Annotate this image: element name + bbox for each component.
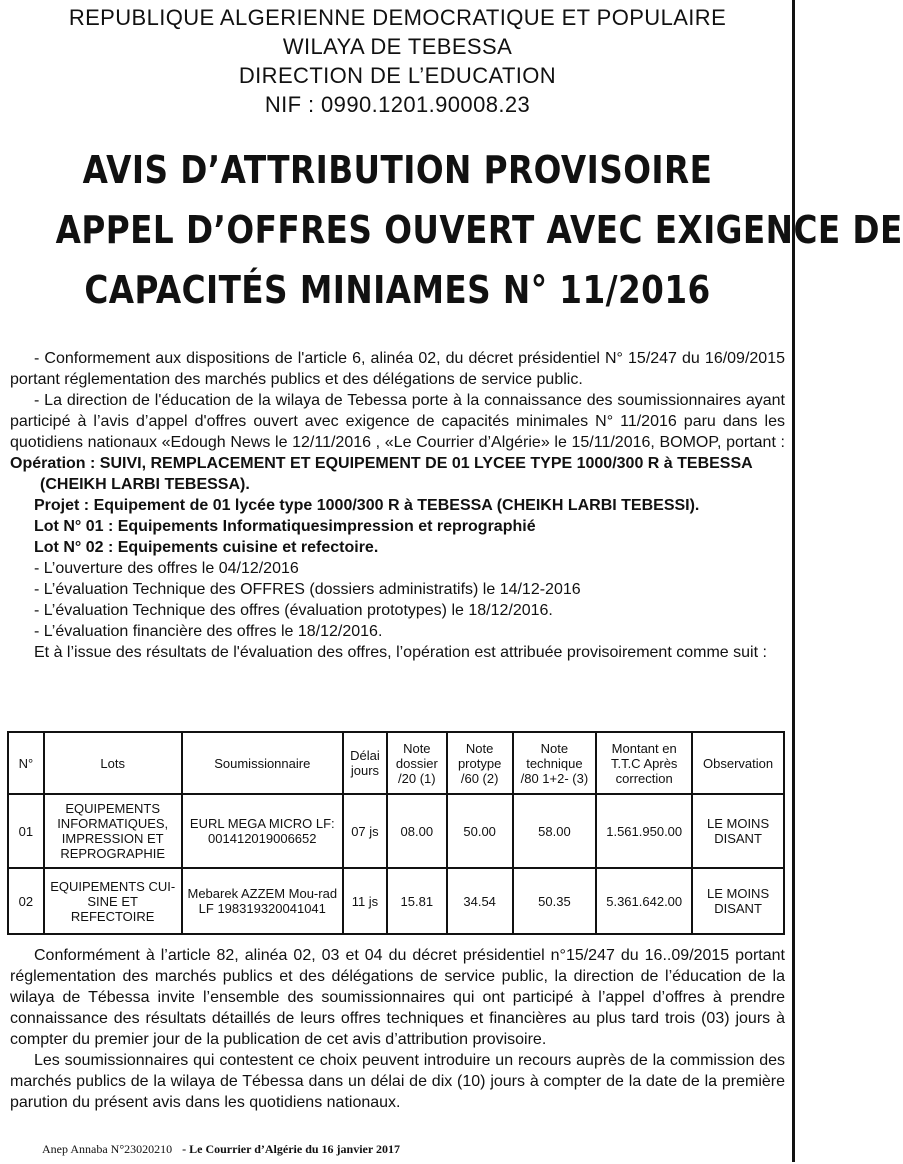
cell-bidder: Mebarek AZZEM Mou-rad LF 198319320041041 — [182, 868, 343, 934]
publication-footer — [42, 1142, 400, 1157]
cell-dossier-score: 15.81 — [387, 868, 447, 934]
issuer-header — [0, 3, 795, 119]
step-admin-evaluation: - L’évaluation Technique des OFFRES (dossiers administratifs) le 14/12-2016 — [34, 581, 581, 598]
table-header-row — [8, 732, 784, 794]
table-row — [8, 794, 784, 868]
cell-technical-score: 50.35 — [513, 868, 597, 934]
header-wilaya: WILAYA DE TEBESSA — [282, 34, 513, 59]
conclusion-paragraph: Et à l’issue des résultats de l'évaluation des offres, l’opération est attribuée provisoirement comme suit : — [34, 644, 767, 661]
results-table — [7, 731, 785, 935]
step-financial-evaluation: - L’évaluation financière des offres le 18/12/2016. — [34, 623, 383, 640]
cell-amount: 5.361.642.00 — [596, 868, 692, 934]
col-header-prototype-score: Note protype /60 (2) — [447, 732, 513, 794]
operation-location: (CHEIKH LARBI TEBESSA). — [40, 476, 250, 493]
anep-reference: Anep Annaba N°23020210 — [42, 1142, 173, 1156]
cell-prototype-score: 50.00 — [447, 794, 513, 868]
title-line-2: APPEL D’OFFRES OUVERT AVEC EXIGENCE DE — [55, 208, 903, 252]
cell-observation: LE MOINS DISANT — [692, 868, 784, 934]
cell-delay: 07 js — [343, 794, 387, 868]
cell-number: 02 — [8, 868, 44, 934]
title-line-1: AVIS D’ATTRIBUTION PROVISOIRE — [82, 148, 713, 192]
cell-observation: LE MOINS DISANT — [692, 794, 784, 868]
cell-lot: EQUIPEMENTS INFORMATIQUES, IMPRESSION ET REPROGRAPHIE — [44, 794, 182, 868]
col-header-technical-score: Note technique /80 1+2- (3) — [513, 732, 597, 794]
project-line: Projet : Equipement de 01 lycée type 1000/300 R à TEBESSA (CHEIKH LARBI TEBESSI). — [34, 497, 700, 514]
lot-1-line: Lot N° 01 : Equipements Informatiquesimpression et reprographié — [34, 518, 536, 535]
cell-amount: 1.561.950.00 — [596, 794, 692, 868]
notice-title — [55, 140, 903, 320]
closing-section — [10, 945, 785, 1113]
cell-technical-score: 58.00 — [513, 794, 597, 868]
cell-dossier-score: 08.00 — [387, 794, 447, 868]
col-header-observation: Observation — [692, 732, 784, 794]
appeal-paragraph: Les soumissionnaires qui contestent ce choix peuvent introduire un recours auprès de la commission des marchés publics de la wilaya de Tébessa dans un délai de dix (10) jours à compter de la date de la première parution du présent avis dans les quotidiens nationaux. — [10, 1052, 785, 1111]
cell-delay: 11 js — [343, 868, 387, 934]
cell-bidder: EURL MEGA MICRO LF: 001412019006652 — [182, 794, 343, 868]
step-prototype-evaluation: - L’évaluation Technique des offres (évaluation prototypes) le 18/12/2016. — [34, 602, 553, 619]
col-header-number: N° — [8, 732, 44, 794]
header-republic: REPUBLIQUE ALGERIENNE DEMOCRATIQUE ET POPULAIRE — [68, 5, 727, 30]
title-line-3: CAPACITÉS MINIAMES N° 11/2016 — [84, 268, 711, 312]
header-direction: DIRECTION DE L’EDUCATION — [238, 63, 557, 88]
col-header-bidder: Soumissionnaire — [182, 732, 343, 794]
operation-label: Opération : SUIVI, REMPLACEMENT ET EQUIPEMENT DE 01 LYCEE TYPE 1000/300 R à TEBESSA — [10, 455, 753, 472]
announcement-paragraph — [10, 390, 785, 474]
consultation-paragraph: Conformément à l’article 82, alinéa 02, 03 et 04 du décret présidentiel n°15/247 du 16..09/2015 portant réglementation des marchés publics et des délégations de service public, la direction de l’éducation de la wilaya de Tébessa invite l’ensemble des soumissionnaires qui ont participé à l’appel d’offres à prendre connaissance des résultats détaillés de leurs offres techniques et financières au plus tard trois (03) jours à compter du premier jour de la publication de cet avis d’attribution provisoire. — [10, 947, 785, 1048]
col-header-delay: Délai jours — [343, 732, 387, 794]
col-header-amount: Montant en T.T.C Après correction — [596, 732, 692, 794]
header-nif: NIF : 0990.1201.90008.23 — [264, 92, 531, 117]
cell-number: 01 — [8, 794, 44, 868]
cell-lot: EQUIPEMENTS CUI-SINE ET REFECTOIRE — [44, 868, 182, 934]
col-header-lots: Lots — [44, 732, 182, 794]
notice-body — [10, 348, 785, 663]
cell-prototype-score: 34.54 — [447, 868, 513, 934]
table-row — [8, 868, 784, 934]
newspaper-source: - Le Courrier d’Algérie du 16 janvier 2017 — [182, 1142, 400, 1156]
announcement-text: - La direction de l'éducation de la wilaya de Tebessa porte à la connaissance des soumissionnaires ayant participé à l’avis d’appel d'offres ouvert avec exigence de capacités minimales N° 11/2016 paru dans les quotidiens nationaux «Edough News le 12/11/2016 , «Le Courrier d’Algérie» le 15/11/2016, BOMOP, portant : — [10, 392, 785, 451]
legal-basis-paragraph: - Conformement aux dispositions de l'article 6, alinéa 02, du décret présidentiel N° 15/247 du 16/09/2015 portant réglementation des marchés publics et des délégations de service public. — [10, 350, 785, 388]
step-opening: - L’ouverture des offres le 04/12/2016 — [34, 560, 299, 577]
lot-2-line: Lot N° 02 : Equipements cuisine et refectoire. — [34, 539, 379, 556]
col-header-dossier-score: Note dossier /20 (1) — [387, 732, 447, 794]
